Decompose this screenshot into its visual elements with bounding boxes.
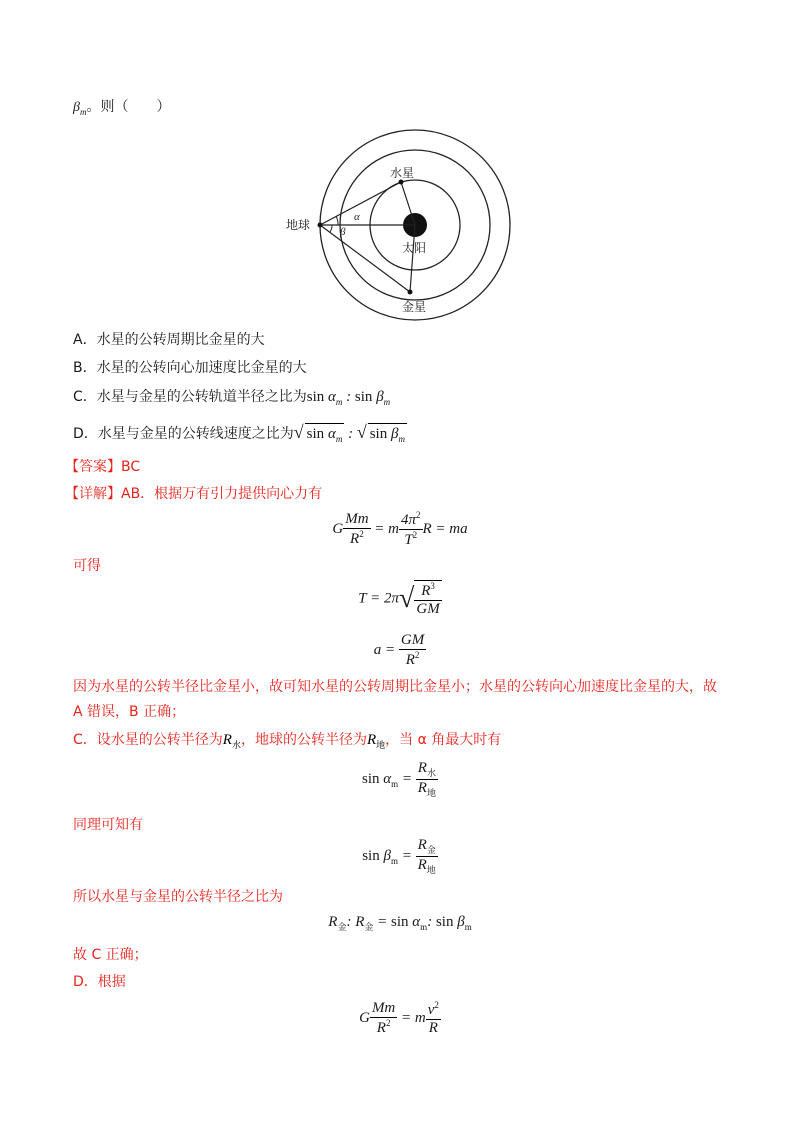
detail-ab-intro: AB．根据万有引力提供向心力有 bbox=[121, 486, 323, 502]
mercury-point bbox=[399, 180, 404, 185]
answer-value: BC bbox=[121, 459, 141, 475]
sin-beta-num-sub: 金 bbox=[426, 845, 436, 855]
option-c bbox=[73, 387, 390, 412]
detail-ab-conclusion-2: A 错误，B 正确； bbox=[73, 704, 186, 720]
alpha-label: α bbox=[354, 211, 360, 223]
detail-intro bbox=[65, 484, 322, 504]
ratio-sub-2: 金 bbox=[364, 922, 374, 932]
orbit-diagram bbox=[280, 125, 520, 325]
venus-point bbox=[408, 290, 413, 295]
formula-sin-beta: $\sin \beta_m$ = $\frac{R_金}{R_地}$ bbox=[362, 837, 436, 875]
sin-alpha-num-sub: 水 bbox=[426, 768, 436, 778]
mercury-label: 水星 bbox=[390, 166, 415, 180]
beta-arc bbox=[330, 225, 332, 232]
formula-acceleration: a = $\frac{GM}{R^2}$ bbox=[373, 632, 425, 668]
detail-c-intro-2: ，地球的公转半径为 bbox=[240, 732, 367, 748]
detail-d-intro: D．根据 bbox=[73, 974, 126, 990]
question-stem-tail bbox=[73, 97, 170, 122]
detail-c-intro-3: ，当 α 角最大时有 bbox=[385, 732, 502, 748]
option-c-formula: $\sin \alpha_m$ : $\sin \beta_m$ bbox=[306, 389, 391, 407]
stem-text: 。则（ ） bbox=[86, 99, 171, 115]
alpha-arc bbox=[336, 216, 338, 225]
formula-sin-alpha: $\sin \alpha_m$ = $\frac{R_水}{R_地}$ bbox=[362, 760, 436, 798]
sin-alpha-den-sub: 地 bbox=[426, 788, 436, 798]
detail-similarly: 同理可知有 bbox=[73, 817, 143, 833]
answer-tag: 【答案】 bbox=[65, 459, 121, 475]
earth-mercury-line bbox=[320, 182, 401, 225]
detail-c-conclusion: 故 C 正确； bbox=[73, 947, 148, 963]
sun-label: 太阳 bbox=[402, 241, 427, 255]
detail-c-intro bbox=[73, 730, 501, 755]
venus-label: 金星 bbox=[402, 300, 427, 314]
option-d-text: D．水星与金星的公转线速度之比为 bbox=[73, 426, 294, 442]
formula-ratio: $R_金$: $R_金 = \sin \alpha_m$: $\sin \beta_m$ bbox=[328, 914, 472, 932]
r-earth-subscript: 地 bbox=[376, 740, 386, 750]
r-water-symbol: $R_水$ bbox=[222, 732, 241, 750]
detail-ratio-intro: 所以水星与金星的公转半径之比为 bbox=[73, 889, 283, 905]
formula-velocity: G $\frac{Mm}{R^2}$ = m $\frac{v^2}{R}$ bbox=[359, 1000, 439, 1036]
formula-period: T = 2π√ $\frac{R^3}{GM}$ bbox=[358, 581, 440, 617]
detail-so: 可得 bbox=[73, 558, 101, 574]
ratio-sub-1: 金 bbox=[337, 922, 347, 932]
sin-beta-den-sub: 地 bbox=[426, 865, 436, 875]
r-water-subscript: 水 bbox=[231, 740, 241, 750]
option-d bbox=[73, 422, 407, 449]
formula-gravity-centripetal: G $\frac{Mm}{R^2}$ = m $\frac{4\pi^2}{T^2}$ R = ma bbox=[332, 510, 468, 548]
detail-c-intro-1: C．设水星的公转半径为 bbox=[73, 732, 223, 748]
beta-subscript: m bbox=[79, 106, 87, 117]
option-a: A．水星的公转周期比金星的大 bbox=[73, 332, 265, 348]
r-earth-symbol: $R_地$ bbox=[366, 732, 386, 750]
option-d-formula: √ $\sin \alpha_m$ : √ $\sin \beta_m$ bbox=[294, 426, 407, 442]
answer-line bbox=[65, 457, 140, 477]
beta-label: β bbox=[340, 226, 346, 238]
option-b: B．水星的公转向心加速度比金星的大 bbox=[73, 360, 307, 376]
option-c-text: C．水星与金星的公转轨道半径之比为 bbox=[73, 389, 307, 405]
earth-point bbox=[318, 223, 323, 228]
earth-label: 地球 bbox=[286, 218, 311, 232]
beta-symbol: β bbox=[73, 100, 80, 115]
earth-venus-line bbox=[320, 225, 410, 292]
detail-tag: 【详解】 bbox=[65, 486, 121, 502]
detail-ab-conclusion-1: 因为水星的公转半径比金星小，故可知水星的公转周期比金星小；水星的公转向心加速度比金星的大，故 bbox=[73, 679, 717, 695]
